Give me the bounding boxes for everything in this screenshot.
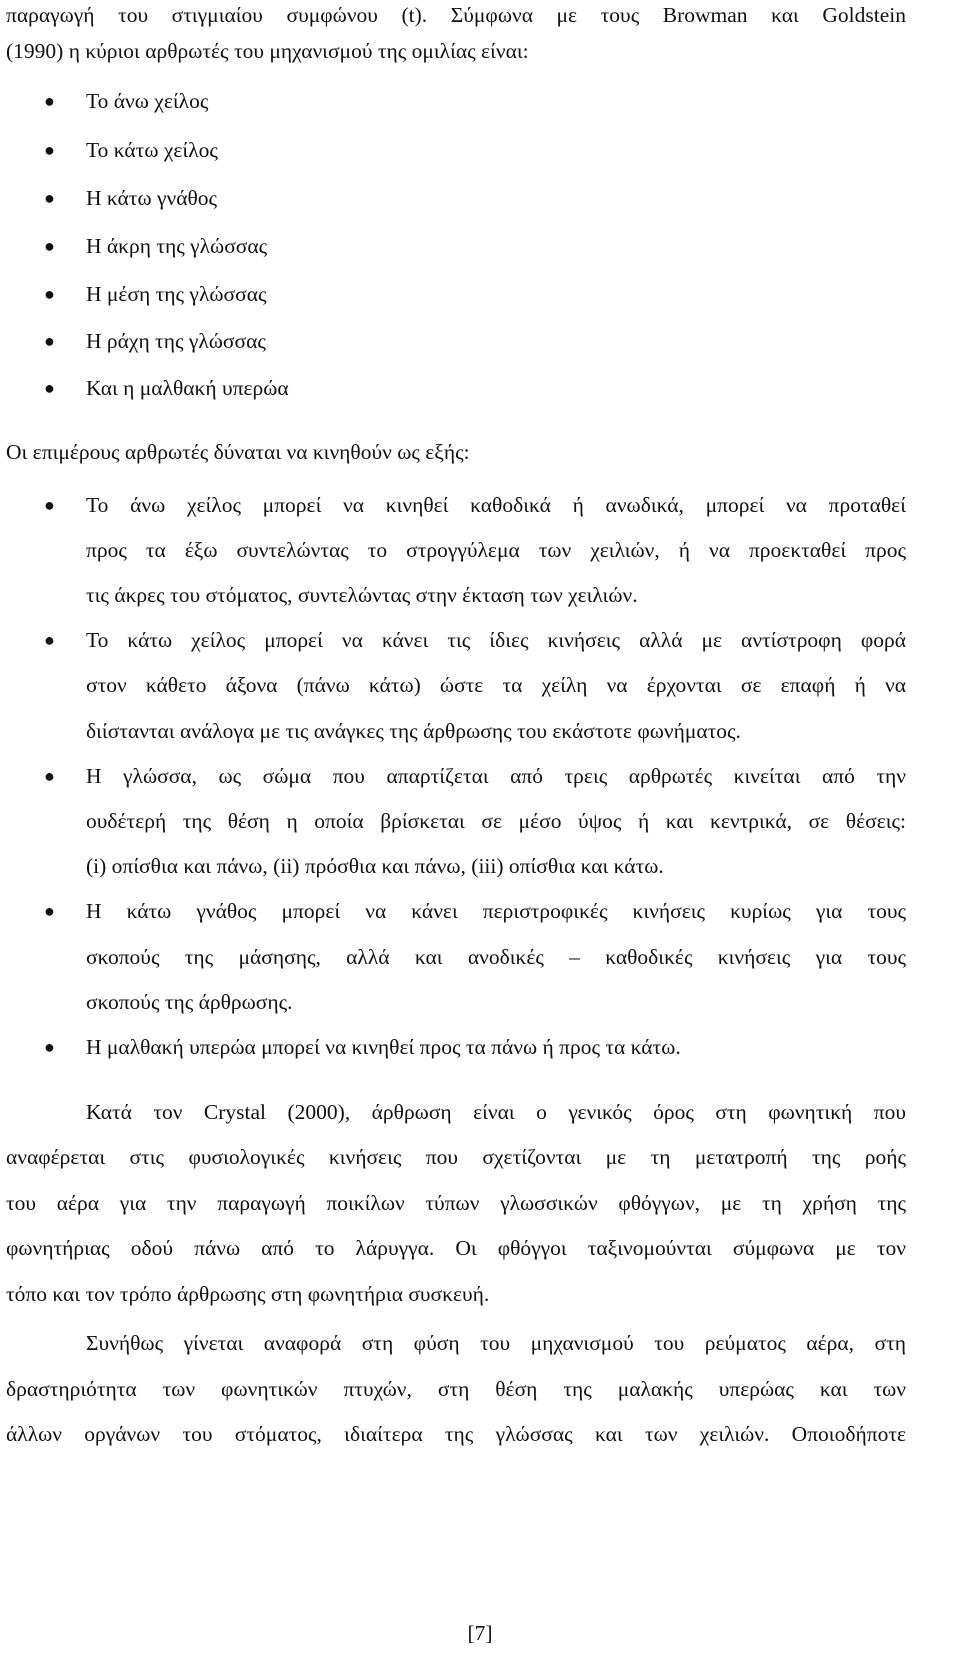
list-item-line: (i) οπίσθια και πάνω, (ii) πρόσθια και πάνω, (iii) οπίσθια και κάτω. [86,854,664,878]
bullet-icon: ● [44,140,55,160]
bullet-icon: ● [44,495,55,515]
list-item-line: Το κάτω χείλος μπορεί να κάνει τις ίδιες κινήσεις αλλά με αντίστροφη φορά [86,628,906,652]
list-item: Και η μαλθακή υπερώα [86,376,289,400]
bullet-icon: ● [44,378,55,398]
list-item: Η κάτω γνάθος [86,186,218,210]
paragraph-line: δραστηριότητα των φωνητικών πτυχών, στη θέση της μαλακής υπερώας και των [6,1377,906,1401]
list-item: Η άκρη της γλώσσας [86,234,268,258]
paragraph-line: Κατά τον Crystal (2000), άρθρωση είναι ο γενικός όρος στη φωνητική που [86,1100,906,1124]
movements-intro: Οι επιμέρους αρθρωτές δύναται να κινηθούν ως εξής: [6,440,470,464]
page-number: [7] [467,1621,493,1645]
bullet-icon: ● [44,284,55,304]
list-item-line: Η γλώσσα, ως σώμα που απαρτίζεται από τρεις αρθρωτές κινείται από την [86,764,906,788]
list-item-line: σκοπούς της μάσησης, αλλά και ανοδικές – καθοδικές κινήσεις για τους [86,945,906,969]
list-item: Η μέση της γλώσσας [86,282,267,306]
list-item-line: στον κάθετο άξονα (πάνω κάτω) ώστε τα χείλη να έρχονται σε επαφή ή να [86,673,906,697]
list-item-line: ουδέτερή της θέση η οποία βρίσκεται σε μέσο ύψος ή και κεντρικά, σε θέσεις: [86,809,906,833]
bullet-icon: ● [44,91,55,111]
paragraph-line: αναφέρεται στις φυσιολογικές κινήσεις που σχετίζονται με τη μετατροπή της ροής [6,1145,906,1169]
list-item-line: προς τα έξω συντελώντας το στρογγύλεμα των χειλιών, ή να προεκταθεί προς [86,538,906,562]
paragraph-line: φωνητήριας οδού πάνω από το λάρυγγα. Οι φθόγγοι ταξινομούνται σύμφωνα με τον [6,1236,906,1260]
list-item-line: τις άκρες του στόματος, συντελώντας στην έκταση των χειλιών. [86,583,638,607]
paragraph-line: τόπο και τον τρόπο άρθρωσης στη φωνητήρια συσκευή. [6,1282,490,1306]
bullet-icon: ● [44,331,55,351]
bullet-icon: ● [44,901,55,921]
list-item-line: Το άνω χείλος μπορεί να κινηθεί καθοδικά ή ανωδικά, μπορεί να προταθεί [86,493,906,517]
paragraph-line: του αέρα για την παραγωγή ποικίλων τύπων γλωσσικών φθόγγων, με τη χρήση της [6,1191,906,1215]
bullet-icon: ● [44,630,55,650]
bullet-icon: ● [44,1037,55,1057]
list-item: Το κάτω χείλος [86,138,218,162]
list-item-line: Η κάτω γνάθος μπορεί να κάνει περιστροφικές κινήσεις κυρίως για τους [86,899,906,923]
paragraph-line: άλλων οργάνων του στόματος, ιδιαίτερα της γλώσσας και των χειλιών. Οποιοδήποτε [6,1422,906,1446]
bullet-icon: ● [44,236,55,256]
intro-line-1: παραγωγή του στιγμιαίου συμφώνου (t). Σύμφωνα με τους Browman και Goldstein [6,3,906,27]
list-item-line: διίστανται ανάλογα με τις ανάγκες της άρθρωσης του εκάστοτε φωνήματος. [86,719,741,743]
intro-line-2: (1990) η κύριοι αρθρωτές του μηχανισμού της ομιλίας είναι: [6,39,529,63]
list-item: Η ράχη της γλώσσας [86,329,266,353]
bullet-icon: ● [44,188,55,208]
paragraph-line: Συνήθως γίνεται αναφορά στη φύση του μηχανισμού του ρεύματος αέρα, στη [86,1331,906,1355]
list-item: Το άνω χείλος [86,89,209,113]
list-item-line: Η μαλθακή υπερώα μπορεί να κινηθεί προς τα πάνω ή προς τα κάτω. [86,1035,681,1059]
bullet-icon: ● [44,766,55,786]
list-item-line: σκοπούς της άρθρωσης. [86,990,293,1014]
